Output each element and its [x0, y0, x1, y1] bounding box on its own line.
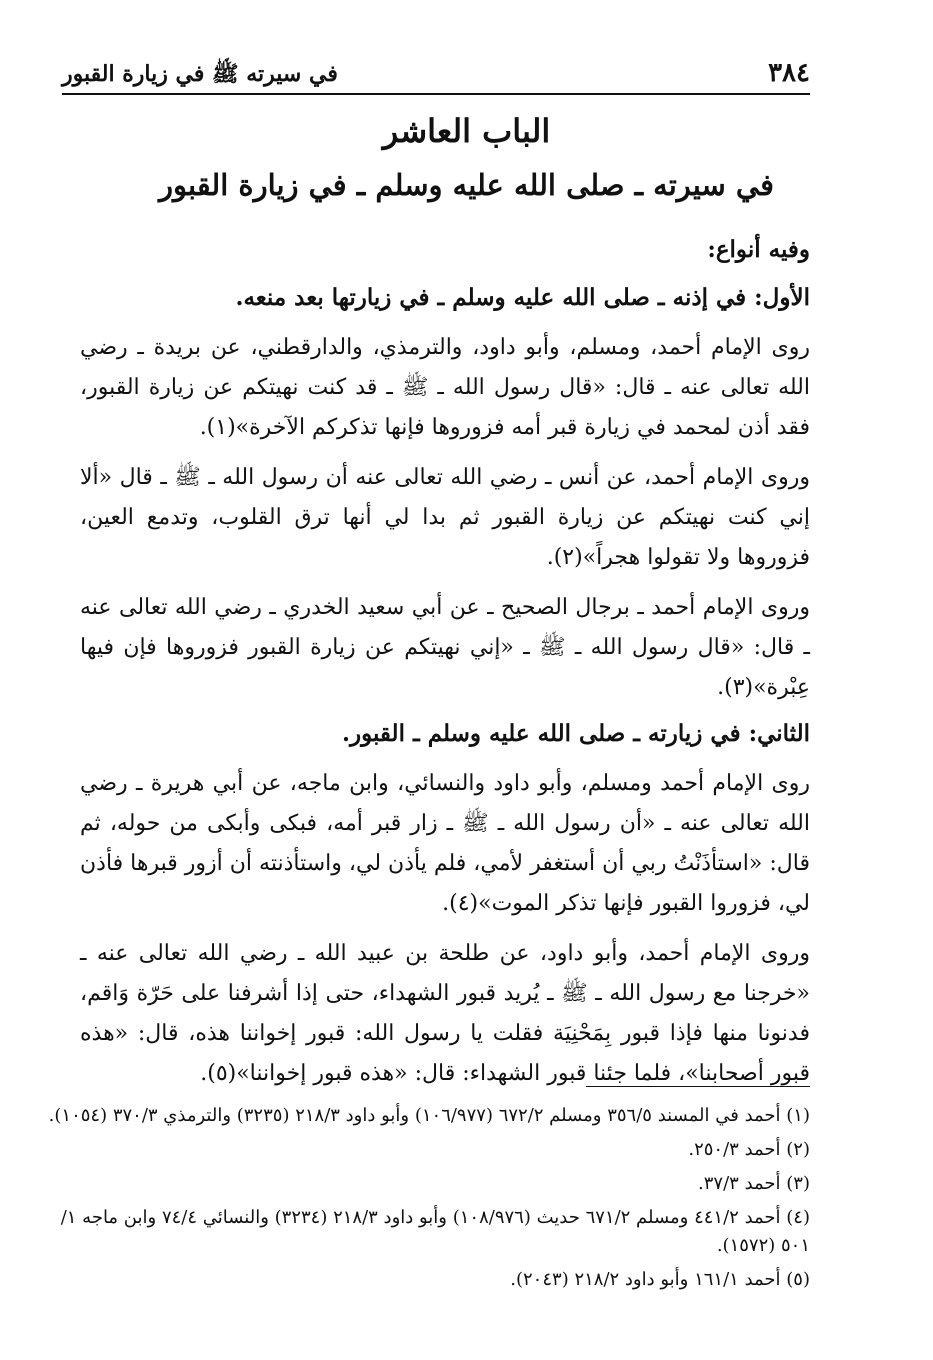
page-number: ٣٨٤	[768, 58, 810, 88]
footnote: (٢) أحمد ٢٥٠/٣.	[688, 1139, 810, 1160]
footnote: (٣) أحمد ٣٧/٣.	[698, 1173, 810, 1194]
section-heading: الأول: في إذنه ـ صلى الله عليه وسلم ـ في زيارتها بعد منعه.	[235, 284, 810, 311]
section-heading: الثاني: في زيارته ـ صلى الله عليه وسلم ـ القبور.	[341, 720, 810, 747]
running-header	[62, 58, 810, 94]
chapter-title: الباب العاشر	[382, 112, 551, 150]
footnote: (١) أحمد في المسند ٣٥٦/٥ ومسلم ٦٧٢/٢ (١٠٦/٩٧٧) وأبو داود ٢١٨/٣ (٣٢٣٥) والترمذي ٣٧٠/٣ (١٠٥٤).	[48, 1105, 810, 1126]
intro-line: وفيه أنواع:	[707, 236, 810, 263]
paragraph: وروى الإمام أحمد، عن أنس ـ رضي الله تعالى عنه أن رسول الله ـ ﷺ ـ قال «ألا إني كنت نهيتكم عن زيارة القبور ثم بدا لي أنها ترق القلوب، وتدمع العين، فزوروها ولا تقولوا هجراً»(٢).	[80, 465, 811, 570]
paragraph: روى الإمام أحمد، ومسلم، وأبو داود، والترمذي، والدارقطني، عن بريدة ـ رضي الله تعالى عنه ـ قال: «قال رسول الله ـ ﷺ ـ قد كنت نهيتكم عن زيارة القبور، فقد أذن لمحمد في زيارة قبر أمه فزوروها فإنها تذكركم الآخرة»(١).	[80, 335, 810, 440]
footnote-divider	[586, 1086, 810, 1087]
paragraph: وروى الإمام أحمد ـ برجال الصحيح ـ عن أبي سعيد الخدري ـ رضي الله تعالى عنه ـ قال: «قال رسول الله ـ ﷺ ـ «إني نهيتكم عن زيارة القبور فزوروها فإن فيها عِبْرة»(٣).	[80, 595, 810, 700]
paragraph: وروى الإمام أحمد، وأبو داود، عن طلحة بن عبيد الله ـ رضي الله تعالى عنه ـ «خرجنا مع رسول الله ـ ﷺ ـ يُريد قبور الشهداء، حتى إذا أشرفنا على حَرّة وَاقم، فدنونا منها فإذا قبور بِمَحْنِيَة فقلت يا رسول الله: قبور إخواننا هذه، قال: «هذه قبور أصحابنا»، فلما جئنا قبور الشهداء: قال: «هذه قبور إخواننا»(٥).	[80, 941, 810, 1086]
footnotes	[40, 1102, 810, 1300]
paragraph: روى الإمام أحمد ومسلم، وأبو داود والنسائي، وابن ماجه، عن أبي هريرة ـ رضي الله تعالى عنه ـ «أن رسول الله ـ ﷺ ـ زار قبر أمه، فبكى وأبكى من حوله، ثم قال: «استأذَنْتُ ربي أن أستغفر لأمي، فلم يأذن لي، واستأذنته أن أزور قبرها فأذن لي، فزوروا القبور فإنها تذكر الموت»(٤).	[80, 771, 810, 916]
footnote: (٤) أحمد ٤٤١/٢ ومسلم ٦٧١/٢ حديث (١٠٨/٩٧٦) وأبو داود ٢١٨/٣ (٣٢٣٤) والنسائي ٧٤/٤ وابن ماجه ١/ ٥٠١ (١٥٧٢).	[60, 1207, 810, 1256]
main-text	[80, 228, 810, 1094]
footnote: (٥) أحمد ١٦١/١ وأبو داود ٢١٨/٢ (٢٠٤٣).	[510, 1269, 810, 1290]
running-title: في سيرته ﷺ في زيارة القبور	[62, 61, 338, 87]
chapter-subtitle: في سيرته ـ صلى الله عليه وسلم ـ في زيارة القبور	[159, 168, 774, 202]
header-divider	[62, 93, 810, 95]
